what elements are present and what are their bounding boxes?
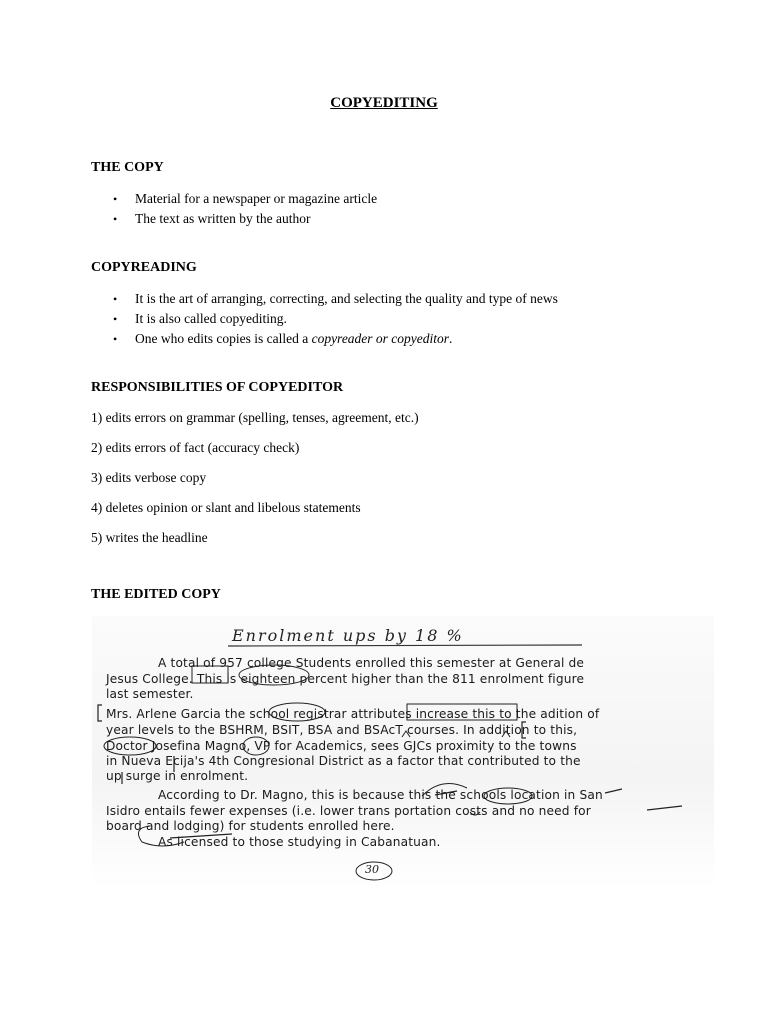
scan-text-line: year levels to the BSHRM, BSIT, BSA and BSAcT courses. In addition to this, bbox=[106, 723, 578, 737]
list-item: 3) edits verbose copy bbox=[91, 470, 207, 485]
scan-text-line: last semester. bbox=[106, 687, 194, 701]
heading-edited-copy: THE EDITED COPY bbox=[91, 587, 221, 602]
list-item: • It is also called copyediting. bbox=[113, 309, 558, 329]
list-item: • One who edits copies is called a copyreader or copyeditor. bbox=[113, 329, 558, 349]
list-item: 2) edits errors of fact (accuracy check) bbox=[91, 440, 300, 455]
bullet-icon: • bbox=[113, 192, 118, 206]
responsibilities-list bbox=[91, 408, 419, 558]
bullet-icon: • bbox=[113, 312, 118, 326]
scan-text-line: Jesus College. This is eighteen percent higher than the 811 enrolment figure bbox=[106, 672, 585, 686]
scan-text-line: A total of 957 college Students enrolled this semester at General de bbox=[158, 656, 585, 670]
copyreading-list bbox=[113, 289, 558, 349]
scan-text-line: Mrs. Arlene Garcia the school registrar attributes increase this to the adition of bbox=[106, 707, 600, 721]
scan-text-line: in Nueva Ecija's 4th Congresional District as a factor that contributed to the bbox=[106, 754, 581, 768]
list-item: • It is the art of arranging, correcting, and selecting the quality and type of news bbox=[113, 289, 558, 309]
the-copy-list bbox=[113, 189, 377, 229]
list-item: • Material for a newspaper or magazine article bbox=[113, 189, 377, 209]
bullet-icon: • bbox=[113, 332, 118, 346]
bullet-icon: • bbox=[113, 212, 118, 226]
bullet-icon: • bbox=[113, 292, 118, 306]
scan-text-line: board and lodging) for students enrolled here. bbox=[106, 819, 395, 833]
scan-text-line: According to Dr. Magno, this is because this the schools location in San bbox=[158, 788, 603, 802]
scan-text-line: As licensed to those studying in Cabanatuan. bbox=[158, 835, 441, 849]
scan-text-line: Doctor Josefina Magno, VP for Academics, sees GJCs proximity to the towns bbox=[106, 739, 577, 753]
document-title: COPYEDITING bbox=[330, 95, 438, 111]
heading-the-copy: THE COPY bbox=[91, 160, 164, 175]
heading-responsibilities: RESPONSIBILITIES OF COPYEDITOR bbox=[91, 380, 344, 395]
page-number: 30 bbox=[365, 863, 379, 876]
list-item: 1) edits errors on grammar (spelling, tenses, agreement, etc.) bbox=[91, 410, 419, 425]
italic-term: copyreader or copyeditor bbox=[311, 331, 450, 346]
list-item: 4) deletes opinion or slant and libelous statements bbox=[91, 500, 361, 515]
edited-copy-scan bbox=[92, 616, 714, 888]
scan-text-line: Isidro entails fewer expenses (i.e. lower trans portation costs and no need for bbox=[106, 804, 591, 818]
handwritten-headline: Enrolment ups by 18 % bbox=[232, 626, 464, 645]
list-item: 5) writes the headline bbox=[91, 530, 208, 545]
heading-copyreading: COPYREADING bbox=[91, 260, 197, 275]
scan-text-line: up surge in enrolment. bbox=[106, 769, 249, 783]
list-item: • The text as written by the author bbox=[113, 209, 377, 229]
